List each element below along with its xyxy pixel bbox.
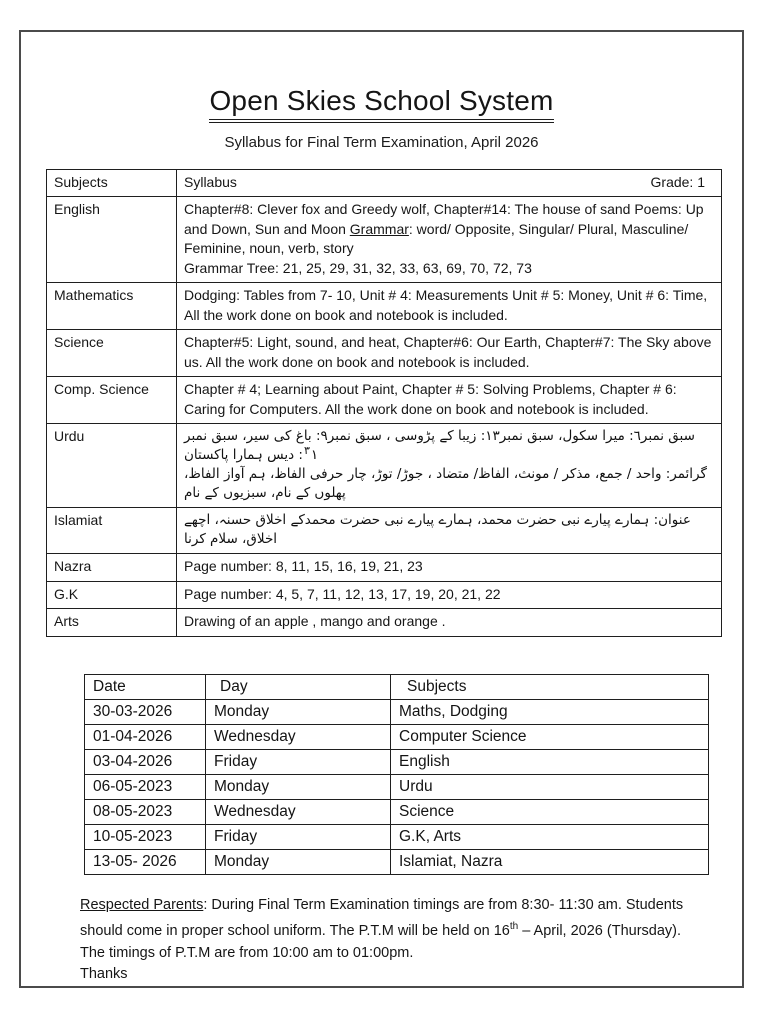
- syllabus-cell: [177, 508, 722, 554]
- exam-subtitle: Syllabus for Final Term Examination, April 2026: [224, 133, 539, 151]
- exam-day: Wednesday: [206, 724, 391, 749]
- exam-day: Friday: [206, 749, 391, 774]
- ptm-timings-line: The timings of P.T.M are from 10:00 am to 01:00pm.: [80, 944, 414, 961]
- exam-row: [85, 699, 709, 724]
- syllabus-header-row: [47, 169, 722, 197]
- exam-subjects: Urdu: [391, 774, 709, 799]
- table-row-comp-science: [47, 377, 722, 424]
- grammar-tree-line: Grammar Tree: 21, 25, 29, 31, 32, 33, 63, 69, 70, 72, 73: [184, 259, 532, 276]
- grade-label: Grade: 1: [650, 173, 705, 190]
- subject-cell: Science: [47, 330, 177, 377]
- subjects-column-header: Subjects: [391, 674, 709, 699]
- parents-note: [80, 895, 728, 986]
- exam-row: [85, 774, 709, 799]
- exam-subjects: Science: [391, 799, 709, 824]
- exam-date: 06-05-2023: [85, 774, 206, 799]
- subject-cell: Arts: [47, 609, 177, 637]
- respected-parents-heading: Respected Parents: [80, 896, 204, 913]
- urdu-superscript-digit: ۳: [303, 444, 310, 458]
- table-row-gk: [47, 581, 722, 609]
- exam-day: Monday: [206, 849, 391, 874]
- day-column-header: Day: [206, 674, 391, 699]
- exam-date: 30-03-2026: [85, 699, 206, 724]
- subject-cell: Islamiat: [47, 508, 177, 554]
- table-row-islamiat: [47, 508, 722, 554]
- exam-subjects: G.K, Arts: [391, 824, 709, 849]
- header-syllabus-cell: [177, 169, 722, 197]
- exam-header-row: [85, 674, 709, 699]
- table-row-urdu: [47, 424, 722, 508]
- syllabus-cell: [177, 197, 722, 283]
- urdu-grammar-text: گرائمر: واحد / جمع، مذکر / مونث، الفاظ/ متضاد ، جوڑ/ توڑ، چار حرفی الفاظ، ہم آواز الفاظ، پھلوں کے نام، سبزیوں کے نام: [184, 466, 707, 502]
- exam-row: [85, 724, 709, 749]
- syllabus-cell: Page number: 4, 5, 7, 11, 12, 13, 17, 19, 20, 21, 22: [177, 581, 722, 609]
- exam-subjects: Islamiat, Nazra: [391, 849, 709, 874]
- school-name-title: Open Skies School System: [209, 86, 553, 123]
- table-row-english: [47, 197, 722, 283]
- exam-date: 10-05-2023: [85, 824, 206, 849]
- syllabus-label: Syllabus: [184, 173, 237, 190]
- islamiat-syllabus-text: عنوان: ہمارے پیارے نبی حضرت محمد، ہمارے پیارے نبی حضرت محمدکے اخلاق حسنہ، اچھے اخلاق، سلام کرنا: [184, 512, 691, 548]
- subject-cell: Nazra: [47, 554, 177, 582]
- syllabus-cell: Drawing of an apple , mango and orange .: [177, 609, 722, 637]
- syllabus-cell: [177, 424, 722, 508]
- table-row-science: [47, 330, 722, 377]
- syllabus-table: [46, 169, 722, 637]
- subject-cell: G.K: [47, 581, 177, 609]
- header-block: [21, 86, 742, 151]
- subject-cell: English: [47, 197, 177, 283]
- exam-day: Monday: [206, 699, 391, 724]
- table-row-nazra: [47, 554, 722, 582]
- date-column-header: Date: [85, 674, 206, 699]
- exam-subjects: English: [391, 749, 709, 774]
- table-row-mathematics: [47, 283, 722, 330]
- exam-date: 08-05-2023: [85, 799, 206, 824]
- table-row-arts: [47, 609, 722, 637]
- header-subjects-cell: Subjects: [47, 169, 177, 197]
- exam-row: [85, 849, 709, 874]
- note-paragraph: Respected Parents: During Final Term Examination timings are from 8:30- 11:30 am. Students should come in proper school uniform. The P.T.M will be held on 16th – April, 2026 (Thursday).: [80, 896, 684, 940]
- exam-date: 01-04-2026: [85, 724, 206, 749]
- english-syllabus-text: Chapter#8: Clever fox and Greedy wolf, Chapter#14: The house of sand Poems: Up and Down, Sun and Moon Grammar: word/ Opposite, Singular/ Plural, Masculine/ Feminine, noun, verb, story: [184, 201, 704, 257]
- exam-row: [85, 749, 709, 774]
- syllabus-cell: Chapter#5: Light, sound, and heat, Chapter#6: Our Earth, Chapter#7: The Sky above us. All the work done on book and notebook is included.: [177, 330, 722, 377]
- syllabus-cell: Page number: 8, 11, 15, 16, 19, 21, 23: [177, 554, 722, 582]
- exam-row: [85, 799, 709, 824]
- exam-day: Wednesday: [206, 799, 391, 824]
- page-frame: [19, 30, 744, 988]
- exam-row: [85, 824, 709, 849]
- exam-day: Monday: [206, 774, 391, 799]
- syllabus-cell: Dodging: Tables from 7- 10, Unit # 4: Measurements Unit # 5: Money, Unit # 6: Time, All the work done on book and notebook is included.: [177, 283, 722, 330]
- exam-date: 03-04-2026: [85, 749, 206, 774]
- grammar-underlined-word: Grammar: [349, 220, 409, 237]
- exam-schedule-table: [84, 674, 709, 875]
- subject-cell: Comp. Science: [47, 377, 177, 424]
- urdu-lessons-text: سبق نمبر٦: میرا سکول، سبق نمبر١٣: زیبا کے پڑوسی ، سبق نمبر٩: باغ کی سیر، سبق نمبر $^۳$١: دیس ہمارا پاکستان: [184, 428, 695, 464]
- thanks-line: Thanks: [80, 966, 128, 983]
- ordinal-superscript: th: [509, 921, 519, 933]
- exam-subjects: Maths, Dodging: [391, 699, 709, 724]
- subject-cell: Urdu: [47, 424, 177, 508]
- exam-date: 13-05- 2026: [85, 849, 206, 874]
- exam-day: Friday: [206, 824, 391, 849]
- exam-subjects: Computer Science: [391, 724, 709, 749]
- syllabus-cell: Chapter # 4; Learning about Paint, Chapter # 5: Solving Problems, Chapter # 6: Caring for Computers. All the work done on book and notebook is included.: [177, 377, 722, 424]
- subject-cell: Mathematics: [47, 283, 177, 330]
